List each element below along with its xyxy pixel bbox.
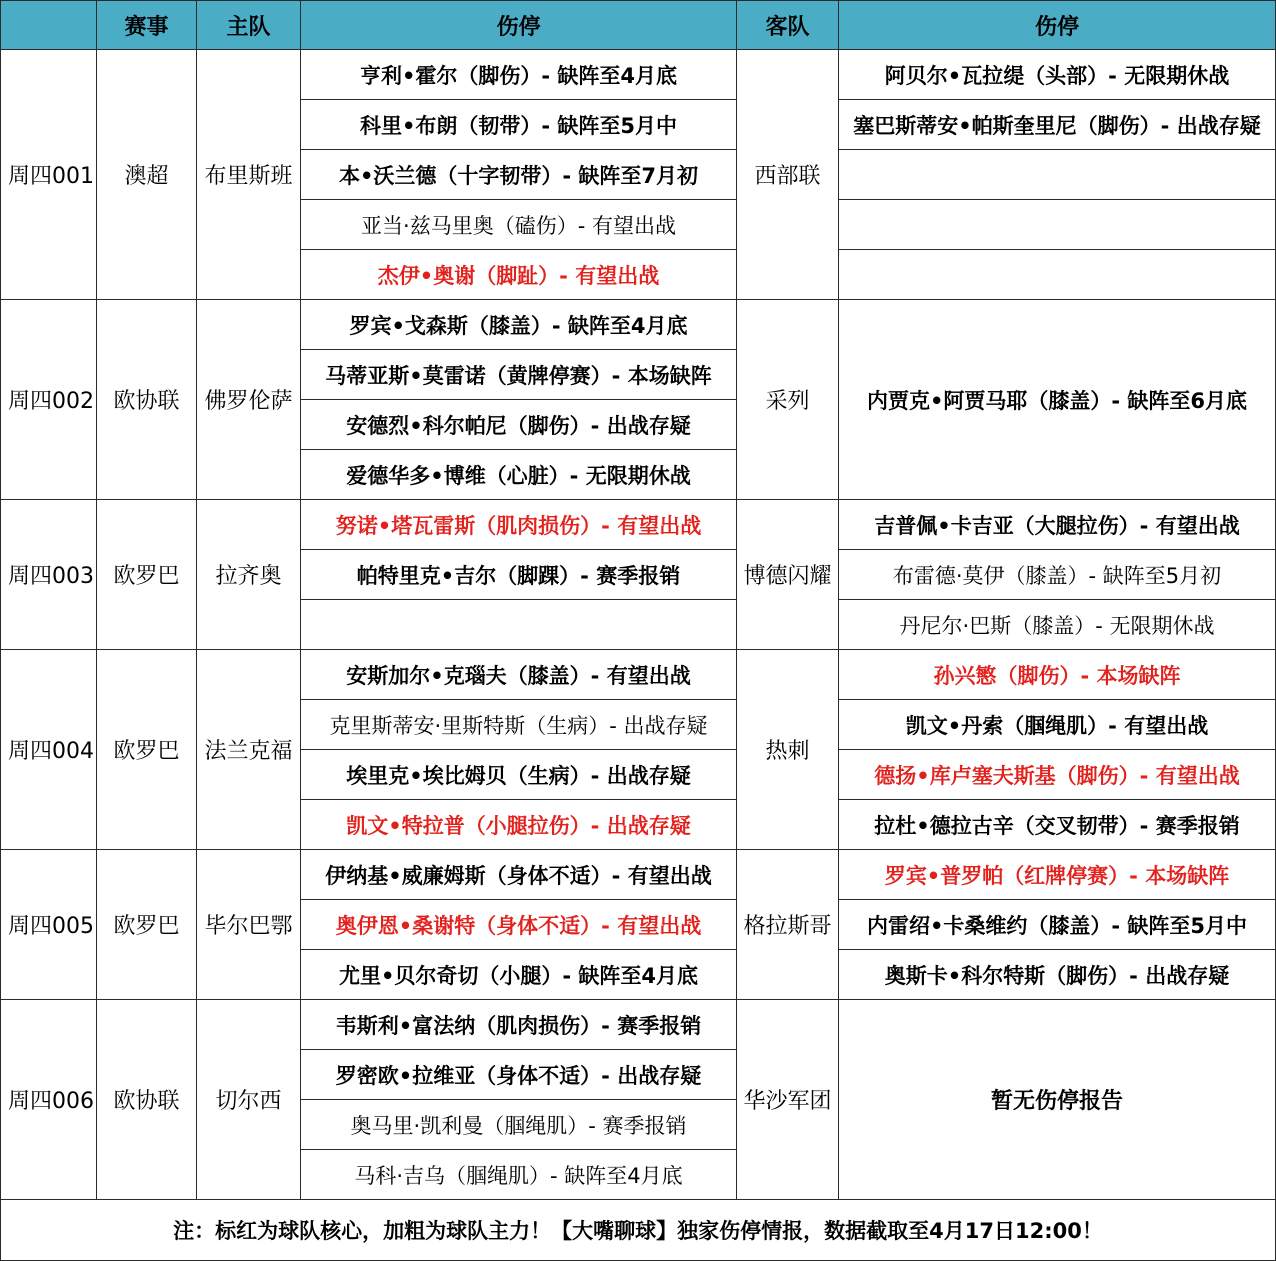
- header-league: 赛事: [97, 1, 197, 50]
- home-team: 佛罗伦萨: [197, 300, 301, 500]
- away-injury-item: 塞巴斯蒂安•帕斯奎里尼（脚伤）- 出战存疑: [839, 100, 1276, 150]
- empty-cell: [301, 600, 737, 650]
- match-league: 欧协联: [97, 1000, 197, 1200]
- away-team: 西部联: [737, 50, 839, 300]
- away-injury-item: 内贾克•阿贾马耶（膝盖）- 缺阵至6月底: [839, 300, 1276, 500]
- away-injury-item: 吉普佩•卡吉亚（大腿拉伤）- 有望出战: [839, 500, 1276, 550]
- away-injury-item: 内雷绍•卡桑维约（膝盖）- 缺阵至5月中: [839, 900, 1276, 950]
- match-id: 周四006: [1, 1000, 97, 1200]
- home-injury-item: 奥马里·凯利曼（腘绳肌）- 赛季报销: [301, 1100, 737, 1150]
- away-team: 采列: [737, 300, 839, 500]
- away-injury-item: 德扬•库卢塞夫斯基（脚伤）- 有望出战: [839, 750, 1276, 800]
- home-injury-item: 安德烈•科尔帕尼（脚伤）- 出战存疑: [301, 400, 737, 450]
- away-team: 博德闪耀: [737, 500, 839, 650]
- away-injury-item: 孙兴慜（脚伤）- 本场缺阵: [839, 650, 1276, 700]
- away-injury-item: 拉杜•德拉古辛（交叉韧带）- 赛季报销: [839, 800, 1276, 850]
- home-injury-item: 杰伊•奥谢（脚趾）- 有望出战: [301, 250, 737, 300]
- home-injury-item: 凯文•特拉普（小腿拉伤）- 出战存疑: [301, 800, 737, 850]
- header-home-injuries: 伤停: [301, 1, 737, 50]
- home-injury-item: 马蒂亚斯•莫雷诺（黄牌停赛）- 本场缺阵: [301, 350, 737, 400]
- home-injury-item: 科里•布朗（韧带）- 缺阵至5月中: [301, 100, 737, 150]
- home-injury-item: 韦斯利•富法纳（肌肉损伤）- 赛季报销: [301, 1000, 737, 1050]
- home-injury-item: 帕特里克•吉尔（脚踝）- 赛季报销: [301, 550, 737, 600]
- match-league: 欧罗巴: [97, 850, 197, 1000]
- empty-cell: [839, 150, 1276, 200]
- home-injury-item: 本•沃兰德（十字韧带）- 缺阵至7月初: [301, 150, 737, 200]
- home-team: 布里斯班: [197, 50, 301, 300]
- match-league: 欧协联: [97, 300, 197, 500]
- header-blank: [1, 1, 97, 50]
- header-away-team: 客队: [737, 1, 839, 50]
- away-injury-item: 布雷德·莫伊（膝盖）- 缺阵至5月初: [839, 550, 1276, 600]
- match-id: 周四004: [1, 650, 97, 850]
- home-team: 毕尔巴鄂: [197, 850, 301, 1000]
- match-id: 周四003: [1, 500, 97, 650]
- empty-cell: [839, 250, 1276, 300]
- no-injury-report-note: 暂无伤停报告: [839, 1000, 1276, 1200]
- home-injury-item: 安斯加尔•克瑙夫（膝盖）- 有望出战: [301, 650, 737, 700]
- away-injury-item: 阿贝尔•瓦拉缇（头部）- 无限期休战: [839, 50, 1276, 100]
- home-injury-item: 努诺•塔瓦雷斯（肌肉损伤）- 有望出战: [301, 500, 737, 550]
- home-injury-item: 爱德华多•博维（心脏）- 无限期休战: [301, 450, 737, 500]
- home-team: 法兰克福: [197, 650, 301, 850]
- match-league: 欧罗巴: [97, 650, 197, 850]
- match-league: 欧罗巴: [97, 500, 197, 650]
- home-injury-item: 埃里克•埃比姆贝（生病）- 出战存疑: [301, 750, 737, 800]
- home-injury-item: 亚当·兹马里奥（磕伤）- 有望出战: [301, 200, 737, 250]
- empty-cell: [839, 200, 1276, 250]
- match-id: 周四001: [1, 50, 97, 300]
- home-injury-item: 马科·吉乌（腘绳肌）- 缺阵至4月底: [301, 1150, 737, 1200]
- home-injury-item: 尤里•贝尔奇切（小腿）- 缺阵至4月底: [301, 950, 737, 1000]
- home-injury-item: 奥伊恩•桑谢特（身体不适）- 有望出战: [301, 900, 737, 950]
- match-id: 周四005: [1, 850, 97, 1000]
- home-injury-item: 克里斯蒂安·里斯特斯（生病）- 出战存疑: [301, 700, 737, 750]
- away-injury-item: 丹尼尔·巴斯（膝盖）- 无限期休战: [839, 600, 1276, 650]
- home-injury-item: 亨利•霍尔（脚伤）- 缺阵至4月底: [301, 50, 737, 100]
- home-injury-item: 罗宾•戈森斯（膝盖）- 缺阵至4月底: [301, 300, 737, 350]
- away-team: 热刺: [737, 650, 839, 850]
- away-team: 格拉斯哥: [737, 850, 839, 1000]
- header-away-injuries: 伤停: [839, 1, 1276, 50]
- header-home-team: 主队: [197, 1, 301, 50]
- home-injury-item: 罗密欧•拉维亚（身体不适）- 出战存疑: [301, 1050, 737, 1100]
- home-team: 切尔西: [197, 1000, 301, 1200]
- match-id: 周四002: [1, 300, 97, 500]
- away-injury-item: 罗宾•普罗帕（红牌停赛）- 本场缺阵: [839, 850, 1276, 900]
- away-injury-item: 凯文•丹索（腘绳肌）- 有望出战: [839, 700, 1276, 750]
- match-league: 澳超: [97, 50, 197, 300]
- away-injury-item: 奥斯卡•科尔特斯（脚伤）- 出战存疑: [839, 950, 1276, 1000]
- away-team: 华沙军团: [737, 1000, 839, 1200]
- home-team: 拉齐奥: [197, 500, 301, 650]
- footer-note: 注：标红为球队核心，加粗为球队主力！【大嘴聊球】独家伤停情报，数据截取至4月17日12:00！: [1, 1200, 1276, 1261]
- home-injury-item: 伊纳基•威廉姆斯（身体不适）- 有望出战: [301, 850, 737, 900]
